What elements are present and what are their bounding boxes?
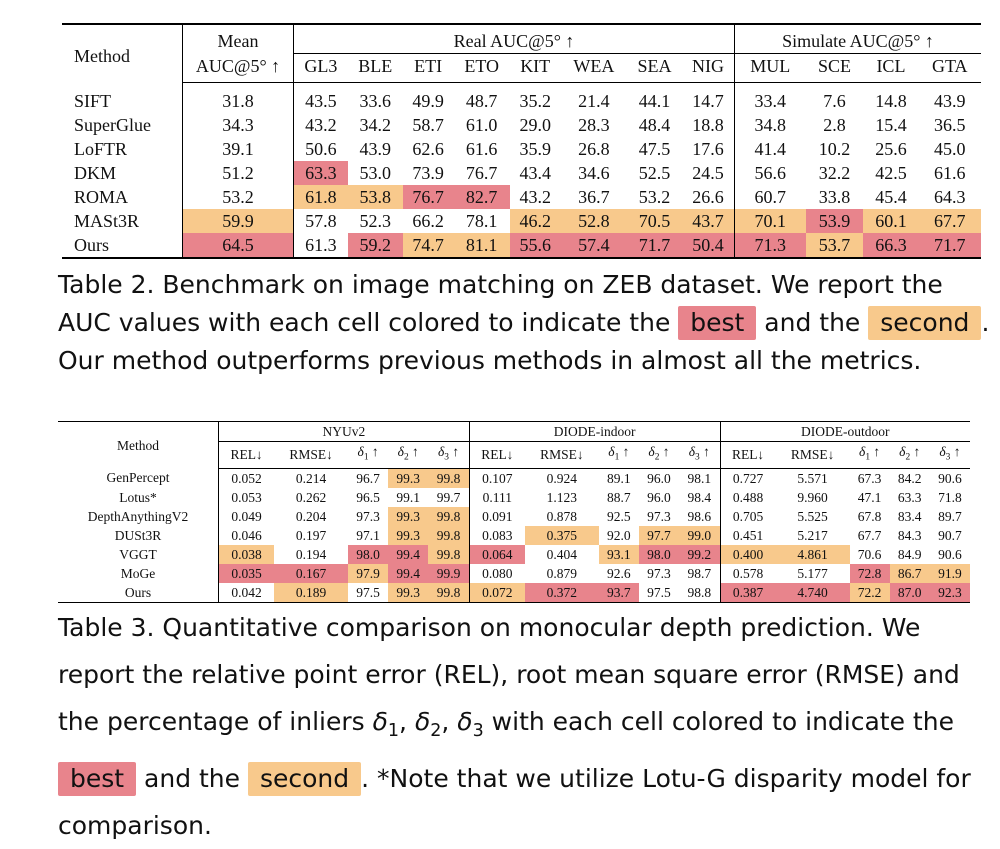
- table-cell: 0.167: [274, 564, 348, 583]
- table-cell: 0.107: [469, 468, 525, 488]
- table-cell: 71.7: [627, 233, 682, 258]
- table-cell: 34.6: [578, 163, 610, 183]
- table-cell: 36.7: [578, 187, 610, 207]
- table-cell: 24.5: [692, 163, 724, 183]
- table-cell: 0.375: [525, 526, 599, 545]
- method-name: MoGe: [120, 565, 156, 581]
- method-name: DepthAnythingV2: [87, 508, 189, 524]
- table-cell: 34.2: [359, 115, 391, 135]
- table-cell: 0.879: [546, 565, 578, 581]
- table-cell: 10.2: [818, 139, 851, 159]
- column-header-kit: KIT: [510, 54, 561, 83]
- method-name: Lotus*: [119, 489, 157, 505]
- table-cell: 86.7: [890, 564, 930, 583]
- table-cell: 0.372: [525, 583, 599, 603]
- table-cell: 63.3: [294, 161, 348, 185]
- table-cell: 87.0: [890, 583, 930, 603]
- table-cell: 67.8: [857, 508, 882, 524]
- table-row: [58, 583, 970, 603]
- table-cell: 0.705: [720, 507, 776, 526]
- table-cell: 96.0: [647, 470, 671, 486]
- table-cell: 59.9: [183, 209, 294, 233]
- table-cell: 53.2: [638, 187, 671, 207]
- delta-3-header: $\delta_3$ ↑: [428, 442, 469, 469]
- table-cell: 98.0: [639, 545, 679, 564]
- table-cell: 43.9: [359, 139, 391, 159]
- table-cell: 41.4: [735, 137, 806, 161]
- column-header-ble: BLE: [348, 54, 403, 83]
- table-cell: 0.083: [469, 526, 525, 545]
- table-cell: 0.189: [274, 583, 348, 603]
- table-cell: 92.3: [930, 583, 970, 603]
- table-cell: 48.7: [465, 91, 498, 111]
- table-cell: 76.7: [465, 163, 498, 183]
- table-cell: 99.4: [388, 564, 428, 583]
- table-cell: 73.9: [412, 163, 444, 183]
- table-cell: 61.0: [465, 115, 498, 135]
- method-name: ROMA: [74, 187, 129, 207]
- table-cell: 0.038: [219, 545, 275, 564]
- caption-2-text-2: and the: [756, 308, 869, 337]
- table-cell: 98.4: [687, 489, 712, 505]
- table-cell: 84.9: [897, 546, 922, 562]
- method-header: Method: [74, 45, 130, 66]
- table-cell: 96.7: [356, 470, 380, 486]
- column-header-gta: GTA: [919, 54, 981, 83]
- table-cell: 61.6: [465, 139, 498, 159]
- column-header-nig: NIG: [682, 54, 735, 83]
- table-cell: 4.740: [776, 583, 850, 603]
- table-cell: 97.3: [356, 508, 380, 524]
- table-cell: 83.4: [897, 508, 922, 524]
- rmse-header: RMSE↓: [525, 442, 599, 469]
- simulate-auc-group-header: Simulate AUC@5° ↑: [735, 24, 981, 54]
- table-cell: 66.2: [412, 211, 444, 231]
- table-cell: 7.6: [823, 91, 846, 111]
- table-cell: 50.4: [682, 233, 735, 258]
- table-cell: 92.0: [607, 527, 631, 543]
- caption-3-text-1: Table 3. Quantitative comparison on monocular depth prediction. We report the relative point error (REL), root mean square error (RMSE) and the percentage of inliers: [58, 613, 960, 736]
- best-legend-chip: best: [58, 762, 136, 796]
- table-cell: 45.0: [934, 139, 966, 159]
- rmse-header: RMSE↓: [274, 442, 348, 469]
- table-row: [58, 468, 970, 488]
- table-cell: 0.049: [219, 507, 275, 526]
- table-cell: 99.8: [428, 526, 469, 545]
- table-cell: 0.194: [295, 546, 327, 562]
- mean-header-bottom: AUC@5° ↑: [183, 54, 294, 83]
- table-cell: 47.5: [638, 139, 671, 159]
- table-row: [62, 209, 981, 233]
- method-name: SuperGlue: [74, 115, 151, 135]
- table-cell: 99.3: [388, 526, 428, 545]
- delta-1-header: $\delta_1$ ↑: [348, 442, 388, 469]
- table-cell: 52.5: [638, 163, 671, 183]
- table-cell: 53.7: [806, 233, 864, 258]
- method-header: Method: [117, 437, 159, 453]
- table-cell: 0.091: [469, 507, 525, 526]
- table-cell: 99.8: [428, 583, 469, 603]
- table-cell: 35.2: [519, 91, 551, 111]
- table-cell: 0.080: [469, 564, 525, 583]
- table-cell: 34.8: [735, 113, 806, 137]
- table-cell: 72.8: [850, 564, 890, 583]
- table-cell: 99.8: [428, 468, 469, 488]
- table-cell: 97.3: [647, 565, 671, 581]
- table-cell: 31.8: [183, 83, 294, 114]
- second-legend-chip: second: [248, 762, 361, 796]
- table-cell: 98.8: [687, 584, 712, 600]
- table-cell: 0.042: [219, 583, 275, 603]
- table-cell: 43.7: [682, 209, 735, 233]
- column-header-gl3: GL3: [294, 54, 348, 83]
- method-name: DKM: [74, 163, 117, 183]
- table-cell: 90.6: [938, 470, 962, 486]
- table-cell: 66.3: [863, 233, 918, 258]
- table-cell: 97.5: [356, 584, 380, 600]
- table-cell: 47.1: [857, 489, 882, 505]
- table-cell: 84.3: [897, 527, 922, 543]
- table-row: [62, 233, 981, 258]
- table-cell: 63.3: [897, 489, 922, 505]
- table-cell: 5.177: [797, 565, 828, 581]
- table-cell: 84.2: [897, 470, 922, 486]
- table-cell: 0.053: [219, 488, 275, 507]
- table-cell: 97.3: [647, 508, 671, 524]
- table-cell: 26.8: [578, 139, 610, 159]
- table-cell: 71.3: [735, 233, 806, 258]
- table-cell: 72.2: [850, 583, 890, 603]
- table-cell: 64.3: [934, 187, 966, 207]
- table-cell: 99.7: [436, 489, 461, 505]
- delta-3-header: $\delta_3$ ↑: [930, 442, 970, 469]
- mean-header-top: Mean: [183, 24, 294, 54]
- rmse-header: RMSE↓: [776, 442, 850, 469]
- delta-2-header: $\delta_2$ ↑: [890, 442, 930, 469]
- table-cell: 60.1: [863, 209, 918, 233]
- table-cell: 97.1: [356, 527, 380, 543]
- table-cell: 98.7: [687, 565, 712, 581]
- table-cell: 90.6: [938, 546, 962, 562]
- table-cell: 15.4: [875, 115, 907, 135]
- table-cell: 67.7: [857, 527, 882, 543]
- delta-3-header: $\delta_3$ ↑: [679, 442, 720, 469]
- table-cell: 0.064: [469, 545, 525, 564]
- delta-1-header: $\delta_1$ ↑: [850, 442, 890, 469]
- table-cell: 57.4: [561, 233, 627, 258]
- table-row: [58, 507, 970, 526]
- table-cell: 0.035: [219, 564, 275, 583]
- table-cell: 48.4: [638, 115, 671, 135]
- table-cell: 62.6: [412, 139, 444, 159]
- table-cell: 99.3: [388, 507, 428, 526]
- table-3-caption: [58, 604, 993, 849]
- delta-symbols: $\delta_1$, $\delta_2$, $\delta_3$: [372, 707, 484, 741]
- table-cell: 0.404: [546, 546, 578, 562]
- caption-2-text-1: Table 2. Benchmark on image matching on ZEB dataset. We report the AUC values with each cell colored to indicate the: [58, 270, 943, 337]
- table-cell: 0.488: [720, 488, 776, 507]
- column-header-sea: SEA: [627, 54, 682, 83]
- real-auc-group-header: Real AUC@5° ↑: [294, 24, 735, 54]
- table-3: [58, 421, 970, 603]
- table-cell: 42.5: [875, 163, 907, 183]
- table-cell: 51.2: [183, 161, 294, 185]
- table-cell: 57.8: [294, 209, 348, 233]
- table-cell: 52.8: [561, 209, 627, 233]
- table-cell: 53.9: [806, 209, 864, 233]
- caption-2-text-3: . Our method outperforms previous methods in almost all the metrics.: [58, 308, 990, 375]
- table-cell: 14.8: [875, 91, 907, 111]
- method-name: SIFT: [74, 90, 112, 111]
- table-cell: 70.1: [735, 209, 806, 233]
- delta-2-header: $\delta_2$ ↑: [388, 442, 428, 469]
- table-cell: 99.3: [388, 468, 428, 488]
- table-cell: 43.2: [294, 113, 348, 137]
- table-cell: 36.5: [934, 115, 966, 135]
- table-row: [62, 185, 981, 209]
- table-cell: 26.6: [692, 187, 724, 207]
- table-cell: 33.6: [359, 91, 391, 111]
- table-cell: 99.1: [396, 489, 421, 505]
- table-cell: 2.8: [823, 115, 846, 135]
- delta-2-header: $\delta_2$ ↑: [639, 442, 679, 469]
- column-header-wea: WEA: [561, 54, 627, 83]
- table-cell: 49.9: [412, 91, 444, 111]
- table-cell: 17.6: [692, 139, 724, 159]
- table-cell: 0.214: [295, 470, 327, 486]
- table-cell: 99.2: [679, 545, 720, 564]
- column-header-mul: MUL: [735, 54, 806, 83]
- table-cell: 0.924: [546, 470, 578, 486]
- method-name: DUSt3R: [114, 527, 162, 543]
- table-cell: 0.046: [219, 526, 275, 545]
- table-cell: 89.1: [607, 470, 631, 486]
- table-2-caption: [58, 266, 993, 380]
- table-cell: 0.387: [720, 583, 776, 603]
- table-cell: 88.7: [607, 489, 631, 505]
- table-cell: 0.400: [720, 545, 776, 564]
- method-name: VGGT: [119, 546, 157, 562]
- table-cell: 21.4: [578, 91, 610, 111]
- table-cell: 0.072: [469, 583, 525, 603]
- method-name: Ours: [74, 235, 109, 255]
- table-row: [62, 137, 981, 161]
- table-cell: 4.861: [776, 545, 850, 564]
- rel-header: REL↓: [469, 442, 525, 469]
- table-cell: 46.2: [510, 209, 561, 233]
- table-cell: 53.2: [183, 185, 294, 209]
- table-cell: 61.8: [294, 185, 348, 209]
- table-cell: 98.1: [687, 470, 712, 486]
- second-legend-chip: second: [868, 306, 981, 340]
- method-name: Ours: [124, 584, 152, 600]
- table-cell: 67.3: [857, 470, 882, 486]
- table-cell: 93.1: [599, 545, 639, 564]
- table-cell: 92.6: [607, 565, 631, 581]
- table-cell: 55.6: [510, 233, 561, 258]
- table-cell: 5.525: [797, 508, 828, 524]
- caption-3-text-4: . *Note that we utilize Lotu-G disparity model for comparison.: [58, 764, 971, 840]
- table-cell: 89.7: [938, 508, 962, 524]
- caption-3-text-3: and the: [136, 764, 248, 793]
- table-cell: 67.7: [919, 209, 981, 233]
- table-cell: 64.5: [183, 233, 294, 258]
- table-cell: 35.9: [519, 139, 551, 159]
- table-row: [58, 545, 970, 564]
- table-cell: 71.8: [938, 489, 962, 505]
- table-cell: 81.1: [454, 233, 510, 258]
- table-cell: 0.197: [295, 527, 327, 543]
- table-cell: 43.9: [934, 91, 966, 111]
- table-cell: 74.7: [403, 233, 454, 258]
- table-cell: 44.1: [638, 91, 671, 111]
- table-cell: 96.5: [356, 489, 380, 505]
- group-header-diode-indoor: DIODE-indoor: [469, 422, 720, 442]
- table-cell: 99.9: [428, 564, 469, 583]
- table-cell: 52.3: [359, 211, 391, 231]
- table-cell: 59.2: [348, 233, 403, 258]
- table-cell: 99.0: [679, 526, 720, 545]
- method-name: MASt3R: [74, 211, 140, 231]
- table-cell: 5.571: [797, 470, 828, 486]
- column-header-eto: ETO: [454, 54, 510, 83]
- table-cell: 61.3: [294, 233, 348, 258]
- table-cell: 0.878: [546, 508, 578, 524]
- table-cell: 5.217: [797, 527, 828, 543]
- table-cell: 53.0: [359, 163, 391, 183]
- rel-header: REL↓: [219, 442, 275, 469]
- table-cell: 56.6: [735, 161, 806, 185]
- table-row: [58, 526, 970, 545]
- table-cell: 0.052: [219, 468, 275, 488]
- table-cell: 0.204: [295, 508, 327, 524]
- table-row: [58, 564, 970, 583]
- method-name: LoFTR: [74, 139, 128, 159]
- best-legend-chip: best: [678, 306, 756, 340]
- caption-3-text-2: with each cell colored to indicate the: [483, 707, 954, 736]
- table-cell: 0.262: [295, 489, 327, 505]
- table-cell: 70.5: [627, 209, 682, 233]
- table-cell: 91.9: [930, 564, 970, 583]
- column-header-sce: SCE: [806, 54, 864, 83]
- table-cell: 99.8: [428, 507, 469, 526]
- table-cell: 98.0: [348, 545, 388, 564]
- table-cell: 60.7: [735, 185, 806, 209]
- table-cell: 1.123: [546, 489, 578, 505]
- table-row: [62, 161, 981, 185]
- table-cell: 53.8: [348, 185, 403, 209]
- group-header-diode-outdoor: DIODE-outdoor: [720, 422, 970, 442]
- table-row: [62, 83, 981, 114]
- table-cell: 14.7: [692, 91, 724, 111]
- table-cell: 18.8: [692, 115, 724, 135]
- column-header-eti: ETI: [403, 54, 454, 83]
- table-cell: 71.7: [919, 233, 981, 258]
- table-2: [62, 23, 981, 259]
- table-cell: 33.4: [735, 83, 806, 114]
- table-cell: 70.6: [857, 546, 882, 562]
- table-cell: 28.3: [578, 115, 610, 135]
- table-cell: 0.727: [720, 468, 776, 488]
- table-cell: 99.8: [428, 545, 469, 564]
- table-cell: 50.6: [294, 137, 348, 161]
- table-cell: 9.960: [797, 489, 828, 505]
- table-cell: 33.8: [818, 187, 851, 207]
- rel-header: REL↓: [720, 442, 776, 469]
- table-cell: 98.6: [687, 508, 712, 524]
- table-cell: 0.111: [469, 488, 525, 507]
- table-cell: 90.7: [938, 527, 962, 543]
- table-cell: 97.5: [647, 584, 671, 600]
- table-row: [62, 113, 981, 137]
- table-cell: 0.578: [720, 564, 776, 583]
- table-cell: 32.2: [818, 163, 851, 183]
- table-cell: 99.3: [388, 583, 428, 603]
- table-cell: 99.4: [388, 545, 428, 564]
- table-cell: 43.4: [519, 163, 551, 183]
- method-name: GenPercept: [106, 470, 170, 486]
- table-cell: 34.3: [183, 113, 294, 137]
- delta-1-header: $\delta_1$ ↑: [599, 442, 639, 469]
- table-cell: 39.1: [183, 137, 294, 161]
- table-cell: 97.9: [348, 564, 388, 583]
- group-header-nyuv2: NYUv2: [219, 422, 470, 442]
- table-cell: 43.5: [294, 83, 348, 114]
- table-cell: 78.1: [465, 211, 498, 231]
- table-cell: 76.7: [403, 185, 454, 209]
- table-cell: 92.5: [607, 508, 631, 524]
- table-cell: 96.0: [647, 489, 671, 505]
- table-cell: 61.6: [934, 163, 966, 183]
- table-cell: 43.2: [519, 187, 551, 207]
- table-cell: 29.0: [519, 115, 551, 135]
- column-header-icl: ICL: [863, 54, 918, 83]
- table-cell: 82.7: [454, 185, 510, 209]
- table-cell: 93.7: [599, 583, 639, 603]
- table-cell: 97.7: [639, 526, 679, 545]
- table-cell: 0.451: [720, 526, 776, 545]
- table-cell: 45.4: [875, 187, 907, 207]
- table-row: [58, 488, 970, 507]
- table-cell: 25.6: [875, 139, 907, 159]
- table-cell: 58.7: [412, 115, 444, 135]
